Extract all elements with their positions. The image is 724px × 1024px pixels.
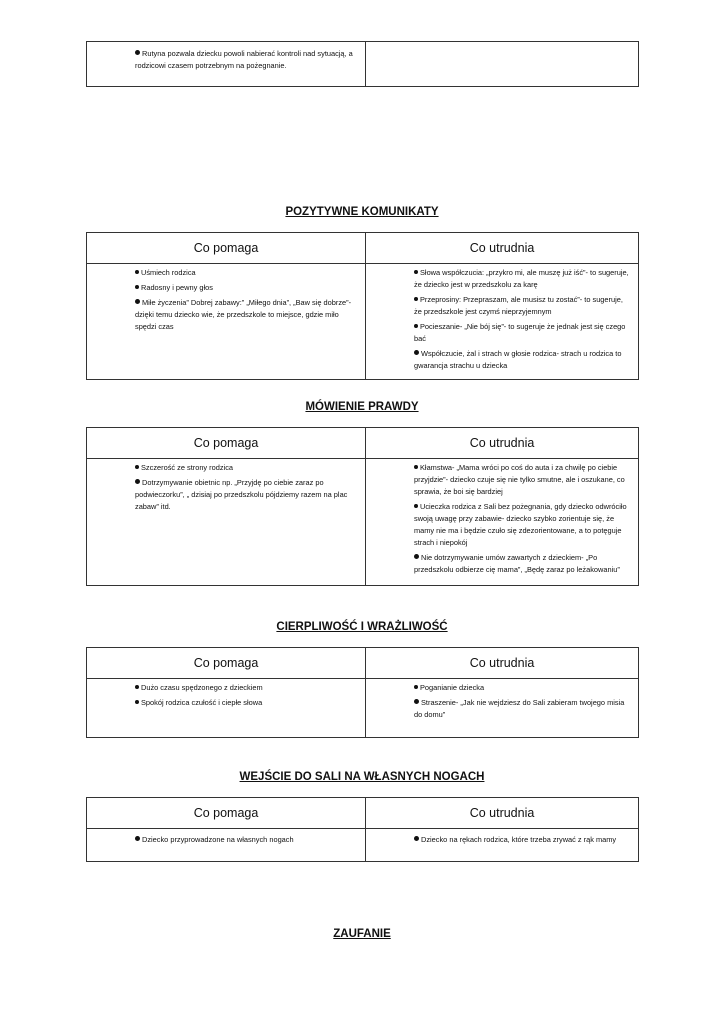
- list-item: Współczucie, żal i strach w głosie rodzica- strach u rodzica to gwarancja strachu u dziecka: [414, 349, 622, 370]
- bullet-icon: [414, 554, 419, 559]
- list-item: Uśmiech rodzica: [135, 267, 359, 279]
- list-item: Pocieszanie- „Nie bój się”- to sugeruje że jednak jest się czego bać: [414, 322, 626, 343]
- top-right-cell: [366, 42, 639, 87]
- list-item: Dziecko na rękach rodzica, które trzeba zrywać z rąk mamy: [414, 834, 632, 846]
- list-item: Dziecko przyprowadzone na własnych nogach: [135, 834, 359, 846]
- bullet-icon: [135, 270, 139, 274]
- column-header-pomaga: Co pomaga: [87, 648, 366, 679]
- column-header-pomaga: Co pomaga: [87, 428, 366, 459]
- list-item: Przeprosiny: Przepraszam, ale musisz tu zostać”- to sugeruje, że przedszkole jest czymś nieprzyjemnym: [414, 295, 623, 316]
- pomaga-cell: [87, 459, 366, 586]
- section-heading: CIERPLIWOŚĆ I WRAŻLIWOŚĆ: [276, 621, 448, 633]
- top-left-cell: [87, 42, 366, 87]
- bullet-icon: [135, 465, 139, 469]
- bullet-icon: [135, 299, 140, 304]
- list-item: Rutyna pozwala dziecku powoli nabierać kontroli nad sytuacją, a rodzicowi czasem potrzebnym na pożegnanie.: [135, 49, 353, 70]
- list-item: Słowa współczucia: „przykro mi, ale muszę już iść”- to sugeruje, że dziecko jest w przedszkolu za karę: [414, 268, 629, 289]
- section-table: [86, 232, 639, 380]
- bullet-icon: [414, 350, 419, 355]
- bullet-icon: [414, 699, 419, 704]
- bullet-icon: [135, 479, 140, 484]
- utrudnia-cell: [366, 679, 639, 738]
- bullet-icon: [414, 836, 419, 841]
- column-header-utrudnia: Co utrudnia: [366, 648, 639, 679]
- column-header-pomaga: Co pomaga: [87, 233, 366, 264]
- bullet-icon: [414, 270, 418, 274]
- bullet-icon: [135, 50, 140, 55]
- pomaga-cell: [87, 679, 366, 738]
- list-item: Spokój rodzica czułość i ciepłe słowa: [135, 697, 359, 709]
- utrudnia-cell: [366, 829, 639, 862]
- list-item: Radosny i pewny głos: [135, 282, 359, 294]
- list-item: Poganianie dziecka: [414, 682, 632, 694]
- bullet-icon: [414, 297, 418, 301]
- bullet-icon: [414, 324, 418, 328]
- column-header-utrudnia: Co utrudnia: [366, 233, 639, 264]
- utrudnia-cell: [366, 264, 639, 380]
- bullet-icon: [135, 685, 139, 689]
- bullet-icon: [414, 504, 418, 508]
- utrudnia-cell: [366, 459, 639, 586]
- section-heading: MÓWIENIE PRAWDY: [305, 401, 419, 413]
- section-heading: ZAUFANIE: [333, 928, 391, 940]
- section-heading: WEJŚCIE DO SALI NA WŁASNYCH NOGACH: [239, 771, 485, 783]
- bullet-icon: [414, 465, 418, 469]
- column-header-utrudnia: Co utrudnia: [366, 428, 639, 459]
- list-item: Dużo czasu spędzonego z dzieckiem: [135, 682, 359, 694]
- list-item: Szczerość ze strony rodzica: [135, 462, 359, 474]
- bullet-icon: [135, 700, 139, 704]
- section-table: [86, 647, 639, 738]
- section-table: [86, 797, 639, 862]
- section-table: [86, 427, 639, 586]
- list-item: Ucieczka rodzica z Sali bez pożegnania, gdy dziecko odwróciło swoją uwagę przy zabawie- dziecko szybko zorientuje się, że mamy nie ma i będzie czuło się zdezorientowane, a to potęguje strach i niepokój: [414, 502, 627, 547]
- top-table: [86, 41, 639, 87]
- list-item: Straszenie- „Jak nie wejdziesz do Sali zabieram twojego misia do domu”: [414, 698, 625, 719]
- section-heading: POZYTYWNE KOMUNIKATY: [285, 206, 439, 218]
- list-item: Kłamstwa- „Mama wróci po coś do auta i za chwilę po ciebie przyjdzie”- dziecko czuje się nie tylko smutne, ale i oszukane, co sprawia, że boi się bardziej: [414, 463, 625, 496]
- list-item: Dotrzymywanie obietnic np. „Przyjdę po ciebie zaraz po podwieczorku”, „ dzisiaj po przedszkolu pójdziemy razem na plac zabaw” itd.: [135, 478, 348, 511]
- bullet-icon: [135, 836, 140, 841]
- list-item: Miłe życzenia” Dobrej zabawy:” „Miłego dnia”, „Baw się dobrze”- dzięki temu dziecko wie, że przedszkole to miejsce, gdzie miło spędzi czas: [135, 298, 352, 331]
- pomaga-cell: [87, 829, 366, 862]
- list-item: Nie dotrzymywanie umów zawartych z dzieckiem- „Po przedszkolu odbierze cię mama”, „Będę zaraz po leżakowaniu”: [414, 553, 620, 574]
- bullet-icon: [135, 285, 139, 289]
- column-header-pomaga: Co pomaga: [87, 798, 366, 829]
- bullet-icon: [414, 685, 418, 689]
- column-header-utrudnia: Co utrudnia: [366, 798, 639, 829]
- pomaga-cell: [87, 264, 366, 380]
